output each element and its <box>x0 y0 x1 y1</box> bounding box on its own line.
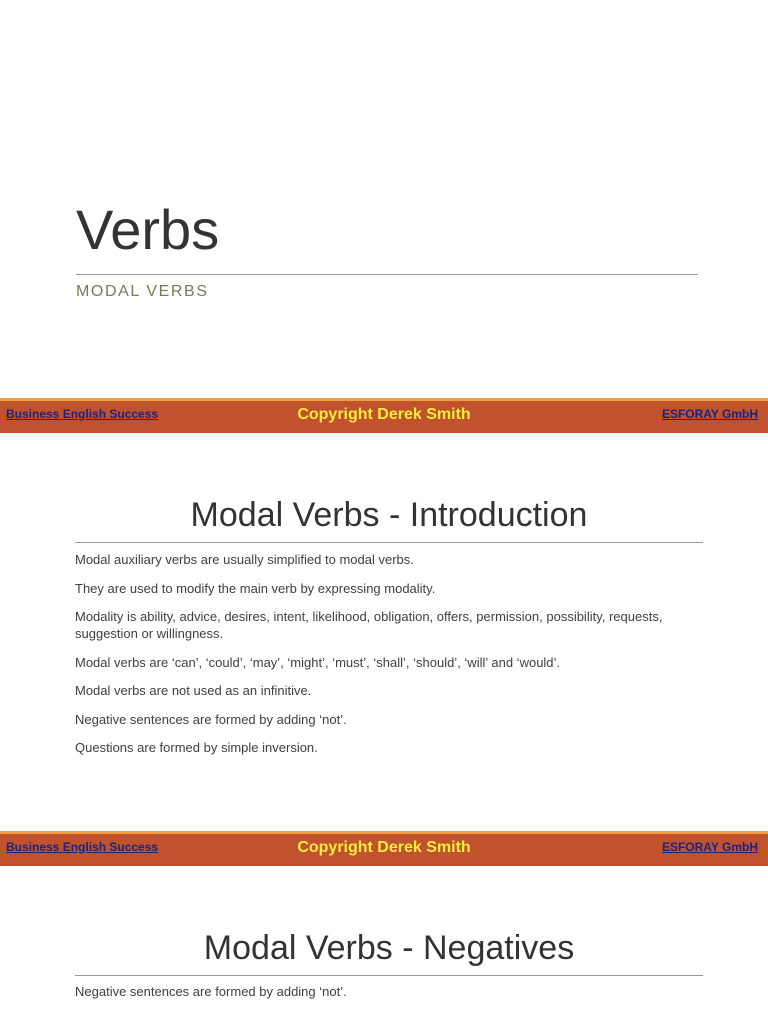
slide-heading-introduction: Modal Verbs - Introduction <box>190 496 588 534</box>
list-item: Modal verbs are ‘can’, ‘could’, ‘may’, ‘might’, ‘must’, ‘shall’, ‘should’, ‘will’ and ‘would’. <box>75 654 561 670</box>
page-subtitle: MODAL VERBS <box>76 283 209 300</box>
copyright-text: Copyright Derek Smith <box>297 406 471 423</box>
slide-heading-negatives: Modal Verbs - Negatives <box>203 929 575 967</box>
footer-bar <box>0 831 768 866</box>
list-item: Modal auxiliary verbs are usually simplified to modal verbs. <box>75 552 414 567</box>
footer-bar <box>0 398 768 433</box>
esforay-link[interactable]: ESFORAY GmbH <box>661 840 758 854</box>
page-title: Verbs <box>76 198 220 261</box>
slide-divider <box>75 975 703 976</box>
list-item: Negative sentences are formed by adding ‘not’. <box>75 984 347 999</box>
title-divider <box>76 274 698 275</box>
esforay-link[interactable]: ESFORAY GmbH <box>661 407 758 421</box>
list-item: Negative sentences are formed by adding ‘not’. <box>75 711 347 727</box>
business-english-success-link[interactable]: Business English Success <box>6 840 159 854</box>
slide-divider <box>75 542 703 543</box>
list-item: Questions are formed by simple inversion. <box>75 740 318 755</box>
list-item: Modality is ability, advice, desires, intent, likelihood, obligation, offers, permission, possibility, requests, suggestion or willingness. <box>75 609 663 641</box>
title-slide <box>0 0 768 398</box>
list-item: They are used to modify the main verb by expressing modality. <box>75 580 436 596</box>
list-item: Modal verbs are not used as an infinitive. <box>75 683 312 698</box>
intro-bullet-list <box>75 551 695 768</box>
copyright-text: Copyright Derek Smith <box>297 839 471 856</box>
negatives-bullet-list <box>75 983 695 1012</box>
business-english-success-link[interactable]: Business English Success <box>6 407 159 421</box>
